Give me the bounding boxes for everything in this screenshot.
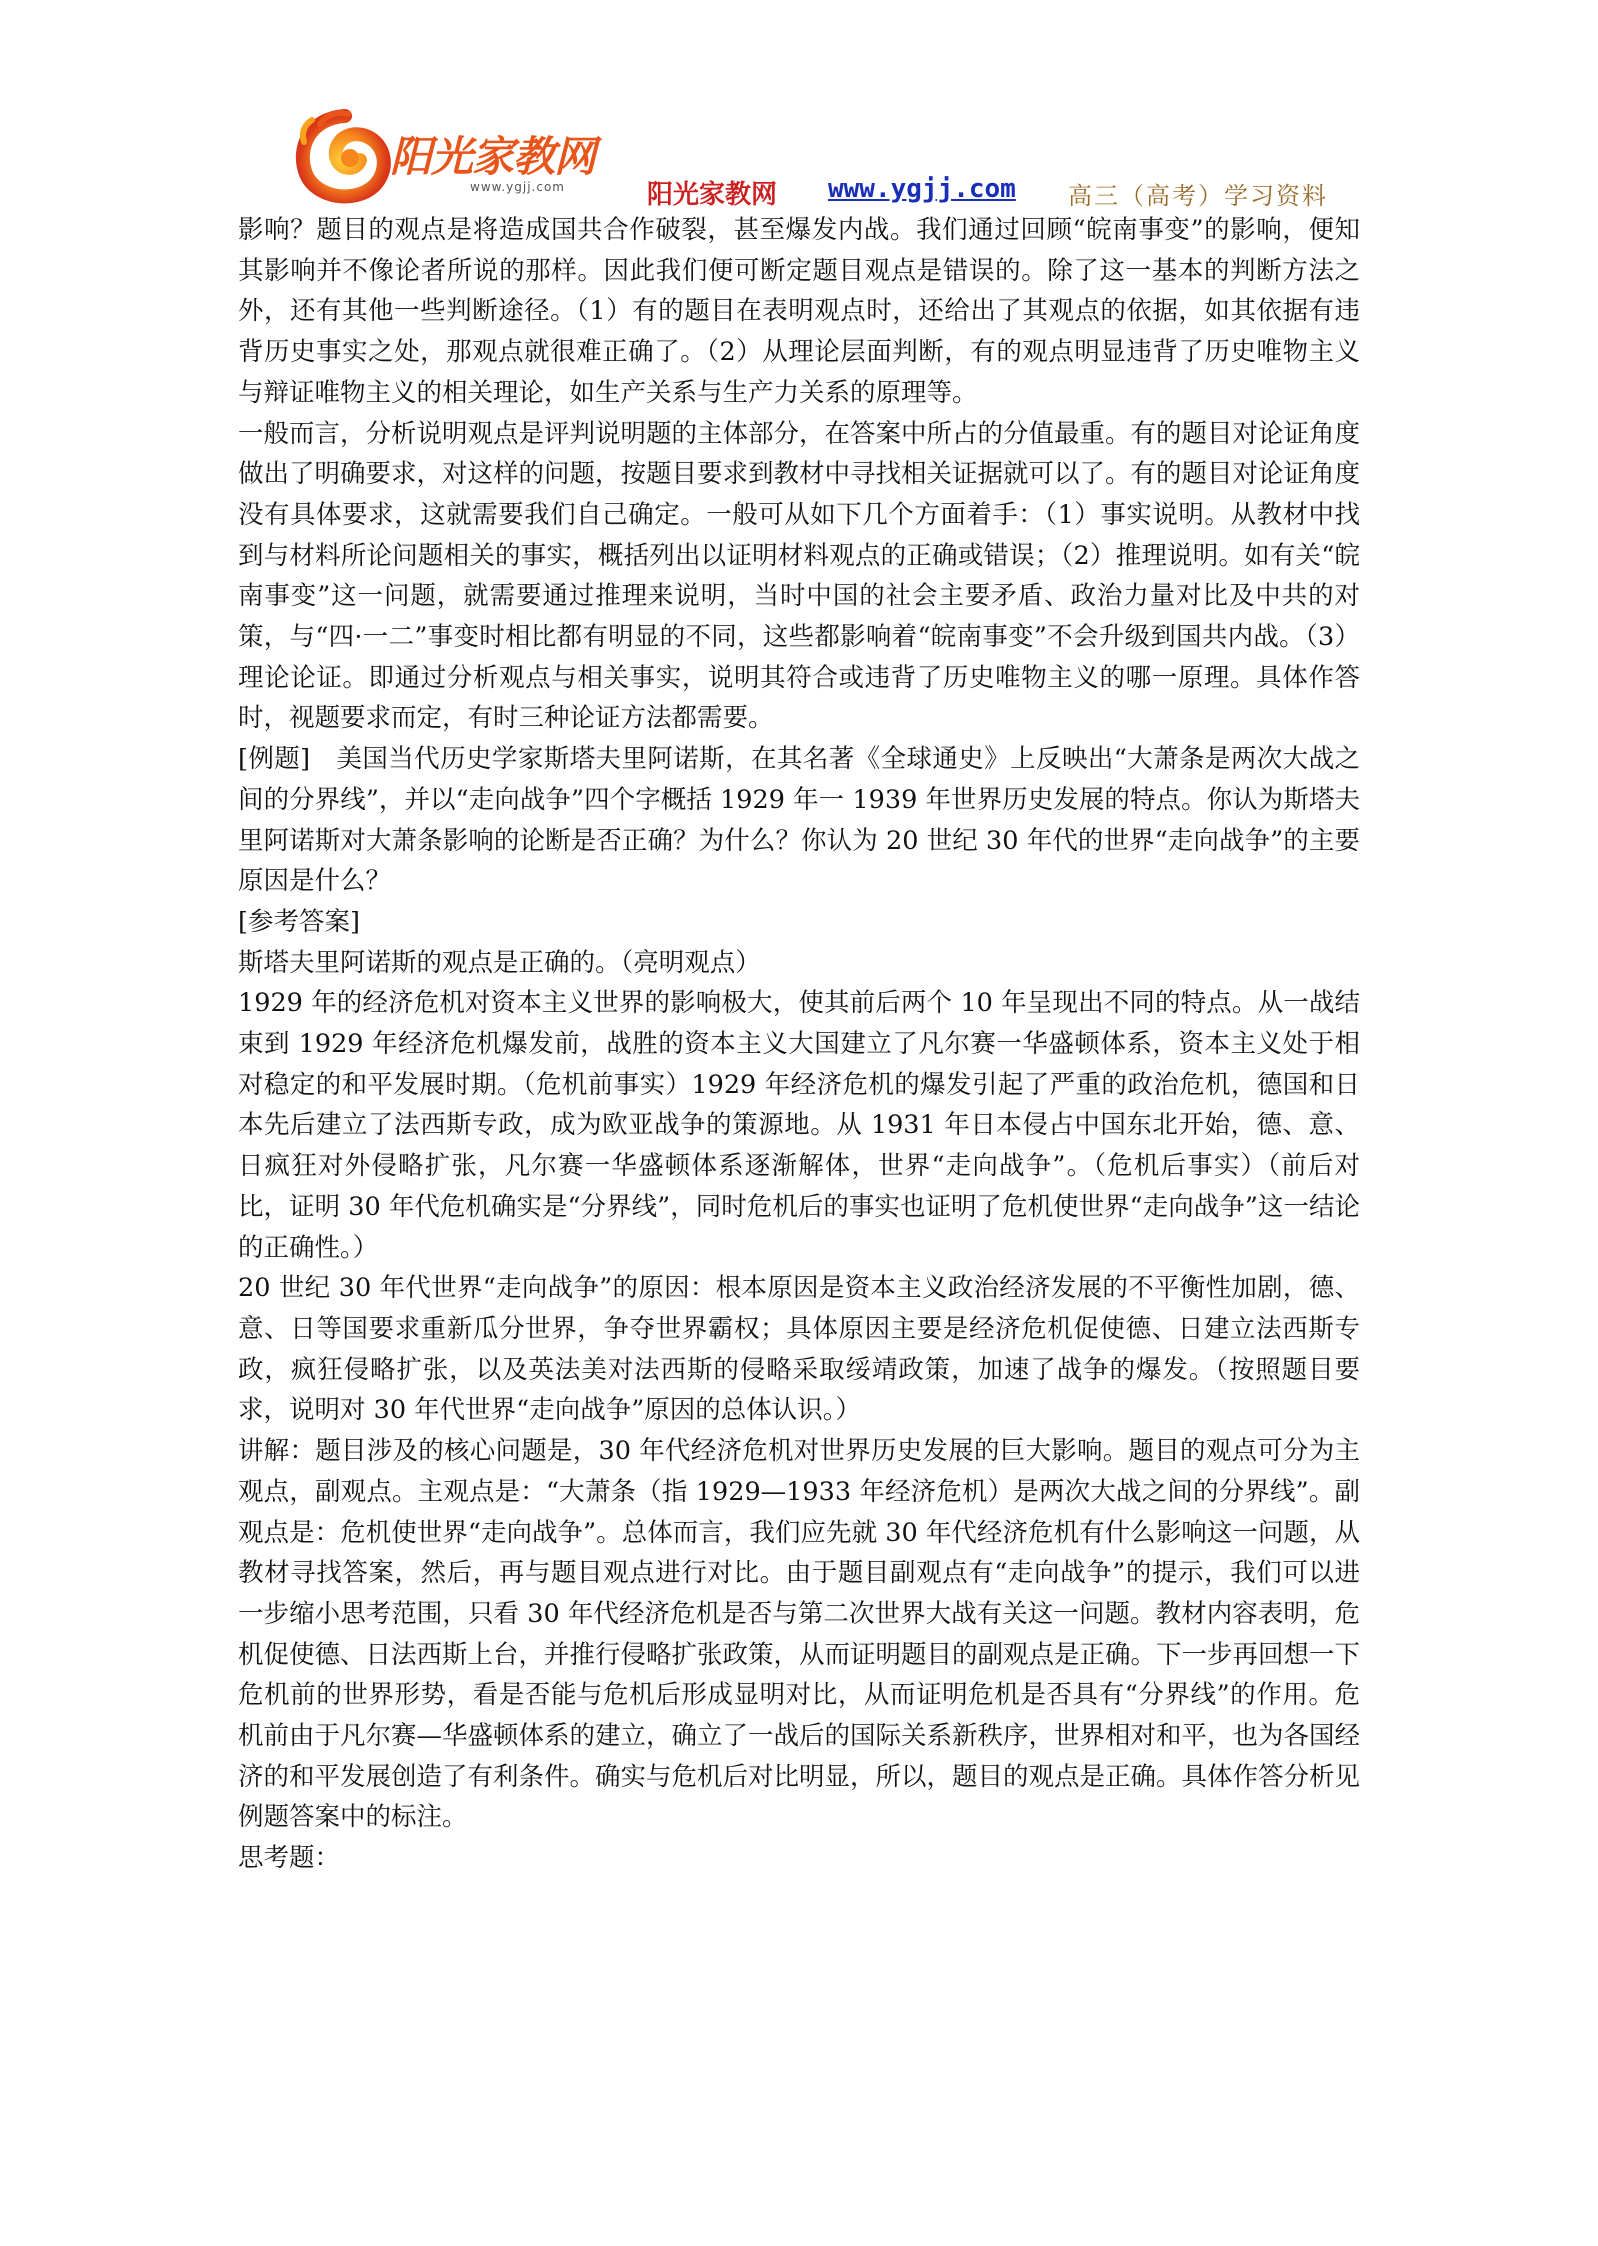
paragraph-example-question: [例题] 美国当代历史学家斯塔夫里阿诺斯，在其名著《全球通史》上反映出“大萧条是两次大战之间的分界线”，并以“走向战争”四个字概括 1929 年一 1939 年世界历史发展的特点。你认为斯塔夫里阿诺斯对大萧条影响的论断是否正确？为什么？你认为 20 世纪 30 年代的世界“走向战争”的主要原因是什么？ (238, 744, 1360, 897)
paragraph-judgment: 影响？题目的观点是将造成国共合作破裂，甚至爆发内战。我们通过回顾“皖南事变”的影响，便知其影响并不像论者所说的那样。因此我们便可断定题目观点是错误的。除了这一基本的判断方法之外，还有其他一些判断途径。（1）有的题目在表明观点时，还给出了其观点的依据，如其依据有违背历史事实之处，那观点就很难正确了。（2）从理论层面判断，有的观点明显违背了历史唯物主义与辩证唯物主义的相关理论，如生产关系与生产力关系的原理等。 (238, 215, 1360, 408)
site-name: 阳光家教网 (647, 180, 778, 210)
paragraph-answer-heading: [参考答案] (238, 906, 360, 937)
document-body (238, 210, 1360, 1879)
logo-url: www.ygjj.com (470, 180, 565, 194)
paragraph-analysis: 一般而言，分析说明观点是评判说明题的主体部分，在答案中所占的分值最重。有的题目对论证角度做出了明确要求，对这样的问题，按题目要求到教材中寻找相关证据就可以了。有的题目对论证角度没有具体要求，这就需要我们自己确定。一般可从如下几个方面着手：（1）事实说明。从教材中找到与材料所论问题相关的事实，概括列出以证明材料观点的正确或错误；（2）推理说明。如有关“皖南事变”这一问题，就需要通过推理来说明，当时中国的社会主要矛盾、政治力量对比及中共的对策，与“四·一二”事变时相比都有明显的不同，这些都影响着“皖南事变”不会升级到国共内战。（3）理论论证。即通过分析观点与相关事实，说明其符合或违背了历史唯物主义的哪一原理。具体作答时，视题要求而定，有时三种论证方法都需要。 (238, 418, 1361, 734)
paragraph-answer-thesis: 斯塔夫里阿诺斯的观点是正确的。（亮明观点） (238, 947, 761, 978)
paragraph-exercise-heading: 思考题： (238, 1843, 341, 1874)
paragraph-answer-causes: 20 世纪 30 年代世界“走向战争”的原因：根本原因是资本主义政治经济发展的不平衡性加剧，德、意、日等国要求重新瓜分世界，争夺世界霸权；具体原因主要是经济危机促使德、日建立法西斯专政，疯狂侵略扩张，以及英法美对法西斯的侵略采取绥靖政策，加速了战争的爆发。（按照题目要求，说明对 30 年代世界“走向战争”原因的总体认识。） (238, 1273, 1360, 1426)
paragraph-explanation: 讲解：题目涉及的核心问题是，30 年代经济危机对世界历史发展的巨大影响。题目的观点可分为主观点，副观点。主观点是：“大萧条（指 1929—1933 年经济危机）是两次大战之间的分界线”。副观点是：危机使世界“走向战争”。总体而言，我们应先就 30 年代经济危机有什么影响这一问题，从教材寻找答案，然后，再与题目观点进行对比。由于题目副观点有“走向战争”的提示，我们可以进一步缩小思考范围，只看 30 年代经济危机是否与第二次世界大战有关这一问题。教材内容表明，危机促使德、日法西斯上台，并推行侵略扩张政策，从而证明题目的副观点是正确。下一步再回想一下危机前的世界形势，看是否能与危机后形成显明对比，从而证明危机是否具有“分界线”的作用。危机前由于凡尔赛—华盛顿体系的建立，确立了一战后的国际关系新秩序，世界相对和平，也为各国经济的和平发展创造了有利条件。确实与危机后对比明显，所以，题目的观点是正确。具体作答分析见例题答案中的标注。 (238, 1436, 1361, 1833)
paragraph-answer-facts: 1929 年的经济危机对资本主义世界的影响极大，使其前后两个 10 年呈现出不同的特点。从一战结束到 1929 年经济危机爆发前，战胜的资本主义大国建立了凡尔赛一华盛顿体系，资本主义处于相对稳定的和平发展时期。（危机前事实）1929 年经济危机的爆发引起了严重的政治危机，德国和日本先后建立了法西斯专政，成为欧亚战争的策源地。从 1931 年日本侵占中国东北开始，德、意、日疯狂对外侵略扩张，凡尔赛一华盛顿体系逐渐解体，世界“走向战争”。（危机后事实）（前后对比，证明 30 年代危机确实是“分界线”，同时危机后的事实也证明了危机使世界“走向战争”这一结论的正确性。） (238, 988, 1360, 1263)
document-type-label: 高三（高考）学习资料 (1068, 182, 1328, 210)
site-url-link[interactable]: www.ygjj.com (828, 174, 1016, 204)
sun-swirl-icon (290, 108, 400, 204)
page-header (0, 0, 1598, 210)
logo-wordmark: 阳光家教网 (390, 132, 596, 181)
